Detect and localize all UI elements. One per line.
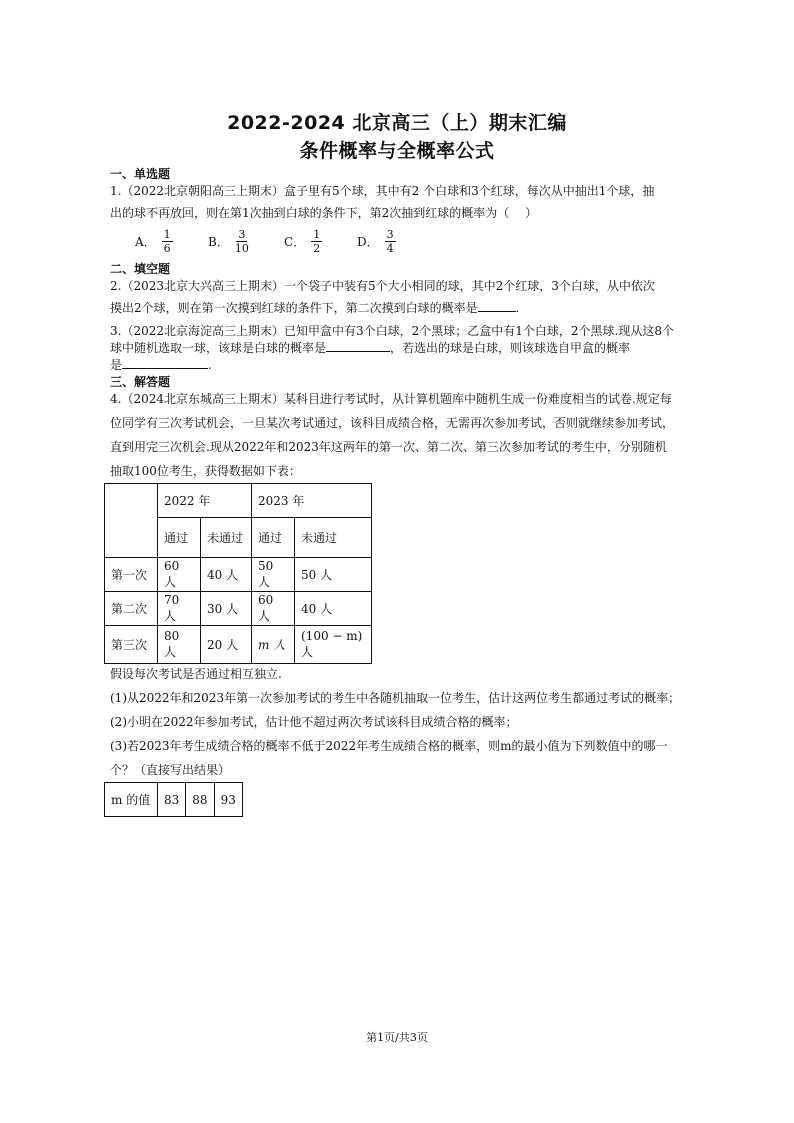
table-cell: 60 人 [252, 592, 295, 626]
q2-answer-blank[interactable] [478, 299, 516, 312]
q1-option-a[interactable] [135, 228, 173, 255]
section-fill-blank: 二、填空题 [110, 262, 171, 276]
fraction: $\frac{1}{6}$ [163, 228, 171, 255]
q4-line3: 直到用完三次机会.现从2022年和2023年这两年的第一次、第二次、第三次参加考试的考生中，分别随机 [110, 440, 667, 454]
table-subheader: 未通过 [295, 518, 372, 558]
table-year-2022: 2022 年 [158, 484, 252, 518]
table-year-2023: 2023 年 [252, 484, 372, 518]
option-label: D． [357, 235, 379, 249]
section-solution: 三、解答题 [110, 375, 171, 389]
table-cell: 40 人 [201, 558, 252, 592]
q1-option-d[interactable] [357, 228, 396, 255]
table-row [105, 783, 243, 817]
q4-part3-line2: 个？（直接写出结果） [110, 763, 231, 777]
q4-part2: (2)小明在2022年参加考试，估计他不超过两次考试该科目成绩合格的概率； [110, 715, 518, 729]
fraction: $\frac{1}{2}$ [313, 228, 321, 255]
table-cell: 30 人 [201, 592, 252, 626]
q4-line2: 位同学有三次考试机会，一旦某次考试通过，该科目成绩合格，无需再次参加考试，否则就继续参加考试， [110, 416, 675, 430]
table-cell: 40 人 [295, 592, 372, 626]
exam-data-table [104, 483, 372, 664]
option-label: B． [208, 235, 229, 249]
q3-line1: 3.（2022北京海淀高三上期末）已知甲盒中有3个白球，2个黑球；乙盒中有1个白球，2个黑球.现从这8个 [110, 324, 674, 338]
table-subheader: 通过 [158, 518, 201, 558]
q4-part1: (1)从2022年和2023年第一次参加考试的考生中各随机抽取一位考生，估计这两位考生都通过考试的概率； [110, 691, 681, 705]
q3-line2: 球中随机选取一球，该球是白球的概率是 ，若选出的球是白球，则该球选自甲盒的概率 [110, 341, 631, 355]
table-cell: 80 人 [158, 626, 201, 664]
option-label: C． [284, 235, 306, 249]
m-label: m 的值 [105, 783, 158, 817]
q1-option-b[interactable] [208, 228, 249, 255]
fraction: $\frac{3}{4}$ [386, 228, 394, 255]
q4-line1: 4.（2024北京东城高三上期末）某科目进行考试时，从计算机题库中随机生成一份难度相当的试卷.规定每 [110, 392, 672, 406]
table-cell: 70 人 [158, 592, 201, 626]
m-value: 83 [158, 783, 186, 817]
page-footer: 第1页/共3页 [366, 1031, 428, 1044]
q3-answer-blank-1[interactable] [326, 339, 390, 352]
table-cell: (100 − m) 人 [295, 626, 372, 664]
table-subheader: 通过 [252, 518, 295, 558]
row-label: 第二次 [105, 592, 158, 626]
q4-part3-line1: (3)若2023年考生成绩合格的概率不低于2022年考生成绩合格的概率，则m的最小值为下列数值中的哪一 [110, 739, 668, 753]
option-label: A． [135, 235, 156, 249]
table-row [105, 592, 372, 626]
table-row [105, 558, 372, 592]
section-single-choice: 一、单选题 [110, 167, 171, 181]
fraction: $\frac{3}{10}$ [234, 228, 249, 255]
table-cell: 20 人 [201, 626, 252, 664]
row-label: 第三次 [105, 626, 158, 664]
table-cell: 50 人 [252, 558, 295, 592]
page-title: 2022-2024 北京高三（上）期末汇编 [227, 112, 567, 134]
q1-line2: 出的球不再放回，则在第1次抽到白球的条件下，第2次抽到红球的概率为（ ） [110, 206, 538, 220]
q2-line2: 摸出2个球，则在第一次摸到红球的条件下，第二次摸到白球的概率是 . [110, 301, 520, 315]
table-corner [105, 484, 158, 558]
q3-answer-blank-2[interactable] [122, 356, 208, 369]
q2-line1: 2.（2023北京大兴高三上期末）一个袋子中装有5个大小相同的球，其中2个红球，3个白球，从中依次 [110, 279, 655, 293]
q1-line1: 1.（2022北京朝阳高三上期末）盒子里有5个球，其中有2 个白球和3个红球，每次从中抽出1个球，抽 [110, 184, 655, 198]
table-cell: m 人 [252, 626, 295, 664]
q1-option-c[interactable] [284, 228, 322, 255]
m-value: 88 [186, 783, 214, 817]
q4-line4: 抽取100位考生，获得数据如下表： [110, 464, 301, 478]
m-value: 93 [214, 783, 242, 817]
table-cell: 50 人 [295, 558, 372, 592]
table-subheader: 未通过 [201, 518, 252, 558]
table-row [105, 626, 372, 664]
m-values-table [104, 782, 243, 817]
q4-assumption: 假设每次考试是否通过相互独立. [110, 667, 282, 681]
page-subtitle: 条件概率与全概率公式 [299, 140, 495, 162]
row-label: 第一次 [105, 558, 158, 592]
table-cell: 60 人 [158, 558, 201, 592]
q3-line3: 是 . [110, 358, 212, 372]
